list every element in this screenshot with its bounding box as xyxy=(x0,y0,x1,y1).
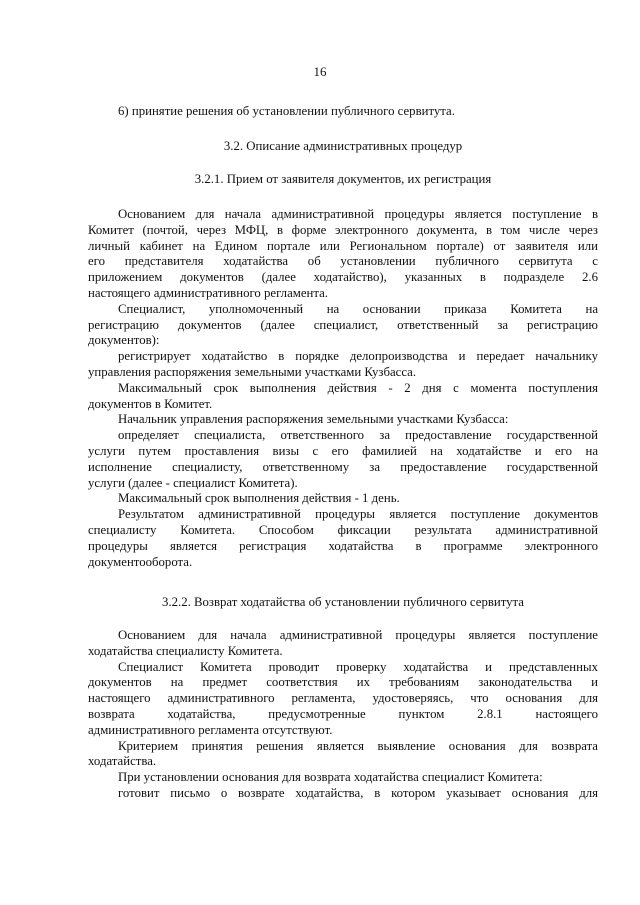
p1-line: его представителя ходатайства об установлении публичного сервитута с xyxy=(88,254,598,269)
p5-line: Начальник управления распоряжения земельными участками Кузбасса: xyxy=(118,412,509,427)
p12-line: При установлении основания для возврата ходатайства специалист Комитета: xyxy=(118,770,543,785)
subsection-3-2-2-title: 3.2.2. Возврат ходатайства об установлении публичного сервитута xyxy=(162,595,524,609)
p11-line: ходатайства. xyxy=(88,754,157,769)
paragraph-12 xyxy=(88,770,598,786)
p8-line: документооборота. xyxy=(88,554,193,569)
p8-line: процедуры является регистрация ходатайства в программе электронного xyxy=(88,538,598,553)
paragraph-6 xyxy=(88,428,598,491)
p10-line: Специалист Комитета проводит проверку ходатайства и представленных xyxy=(118,659,598,674)
p4-line: Максимальный срок выполнения действия - 2 дня с момента поступления xyxy=(118,380,598,395)
subsection-3-2-1-title: 3.2.1. Прием от заявителя документов, их регистрация xyxy=(194,172,492,186)
p3-line: управления распоряжения земельными участками Кузбасса. xyxy=(88,364,417,379)
p1-line: приложением документов (далее ходатайство), указанных в подразделе 2.6 xyxy=(88,270,598,285)
paragraph-1 xyxy=(88,207,598,302)
p2-line: Специалист, уполномоченный на основании приказа Комитета на xyxy=(118,301,598,316)
paragraph-13 xyxy=(88,786,598,802)
p8-line: Результатом административной процедуры является поступление документов xyxy=(118,507,598,522)
p10-line: возврата ходатайства, предусмотренные пунктом 2.8.1 настоящего xyxy=(88,706,598,721)
p9-line: ходатайства специалисту Комитета. xyxy=(88,643,283,658)
p2-line: документов): xyxy=(88,333,160,348)
section-title: 3.2. Описание административных процедур xyxy=(223,139,463,153)
subsection-3-2-2-body xyxy=(88,628,598,802)
p1-line: настоящего административного регламента. xyxy=(88,285,328,300)
paragraph-5 xyxy=(88,412,598,428)
p2-line: регистрацию документов (далее специалист, ответственный за регистрацию xyxy=(88,317,598,332)
paragraph-4 xyxy=(88,381,598,413)
page-number: 16 xyxy=(313,64,327,79)
p1-line: Комитет (почтой, через МФЦ, в форме электронного документа, в том числе через xyxy=(88,222,598,237)
p3-line: регистрирует ходатайство в порядке делопроизводства и передает начальнику xyxy=(118,349,598,364)
p10-line: документов на предмет соответствия их требованиям законодательства и xyxy=(88,675,598,690)
paragraph-8 xyxy=(88,507,598,570)
paragraph-9 xyxy=(88,628,598,660)
p6-line: определяет специалиста, ответственного за предоставление государственной xyxy=(118,428,598,443)
p6-line: услуги путем проставления визы с его фамилией на ходатайстве и его на xyxy=(88,443,598,458)
p6-line: исполнение специалисту, ответственному за предоставление государственной xyxy=(88,459,598,474)
paragraph-7 xyxy=(88,491,598,507)
paragraph-2 xyxy=(88,302,598,349)
p10-line: настоящего административного регламента, удостоверяясь, что основания для xyxy=(88,691,598,706)
subsection-3-2-1-body xyxy=(88,207,598,570)
p1-line: Основанием для начала административной процедуры является поступление в xyxy=(118,207,598,221)
p9-line: Основанием для начала административной процедуры является поступление xyxy=(118,628,598,642)
p4-line: документов в Комитет. xyxy=(88,396,213,411)
p7-line: Максимальный срок выполнения действия - 1 день. xyxy=(118,491,400,506)
paragraph-3 xyxy=(88,349,598,381)
paragraph-10 xyxy=(88,660,598,739)
p10-line: административного регламента отсутствуют. xyxy=(88,722,333,737)
paragraph-11 xyxy=(88,739,598,771)
p6-line: услуги (далее - специалист Комитета). xyxy=(88,475,298,490)
item-6 xyxy=(88,104,598,120)
p13-line: готовит письмо о возврате ходатайства, в котором указывает основания для xyxy=(118,785,598,800)
item-6-text: 6) принятие решения об установлении публичного сервитута. xyxy=(118,104,455,118)
p1-line: личный кабинет на Едином портале или Региональном портале) от заявителя или xyxy=(88,238,598,253)
p8-line: специалисту Комитета. Способом фиксации результата административной xyxy=(88,522,598,537)
p11-line: Критерием принятия решения является выявление основания для возврата xyxy=(118,738,598,753)
